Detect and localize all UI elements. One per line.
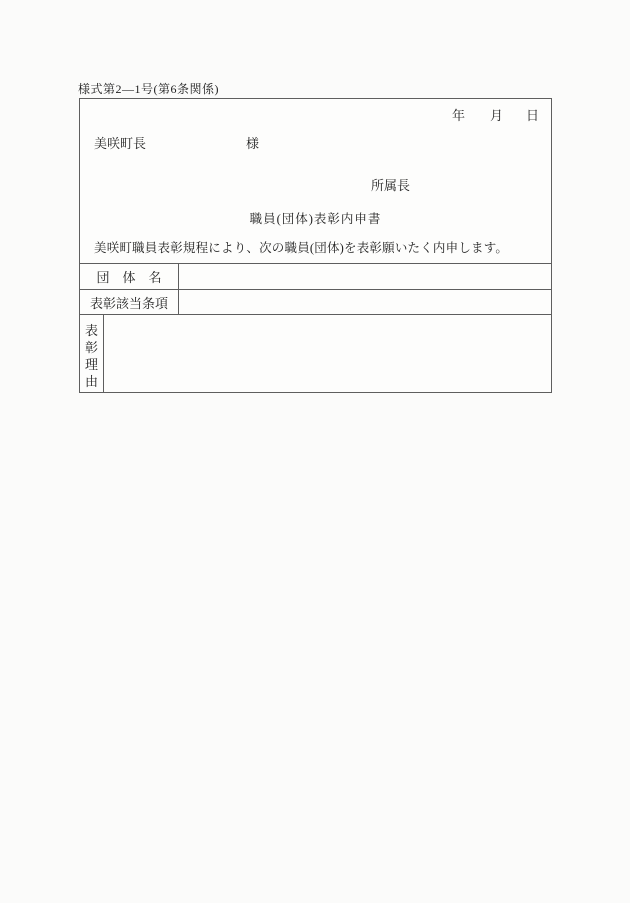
body-sentence: 美咲町職員表彰規程により、次の職員(団体)を表彰願いたく内申します。 bbox=[94, 241, 509, 255]
commendation-reason-label bbox=[80, 315, 104, 392]
year-label: 年 bbox=[451, 108, 465, 123]
table-row-commendation-reason bbox=[80, 314, 551, 392]
day-label: 日 bbox=[525, 108, 539, 123]
form-code-label: 様式第2―1号(第6条関係) bbox=[78, 82, 219, 96]
form-outer-box bbox=[79, 98, 552, 393]
commendation-clause-label: 表彰該当条項 bbox=[80, 290, 179, 314]
table-row-group-name bbox=[80, 263, 551, 289]
reason-label-char: 表 bbox=[84, 323, 98, 338]
reason-label-char: 由 bbox=[84, 374, 98, 389]
document-title: 職員(団体)表彰内申書 bbox=[249, 212, 382, 226]
commendation-clause-value-cell bbox=[179, 290, 551, 314]
group-name-label: 団 体 名 bbox=[80, 264, 179, 289]
reason-label-char: 理 bbox=[84, 357, 98, 372]
commendation-reason-value-cell bbox=[104, 315, 551, 392]
month-label: 月 bbox=[489, 108, 503, 123]
table-row-commendation-clause bbox=[80, 289, 551, 314]
group-name-value-cell bbox=[179, 264, 551, 289]
sender-label: 所属長 bbox=[371, 178, 411, 193]
date-line bbox=[452, 105, 539, 124]
addressee-honorific: 様 bbox=[246, 136, 260, 151]
addressee-name: 美咲町長 bbox=[94, 136, 147, 151]
reason-label-char: 彰 bbox=[84, 340, 98, 355]
addressee-line bbox=[94, 133, 260, 152]
